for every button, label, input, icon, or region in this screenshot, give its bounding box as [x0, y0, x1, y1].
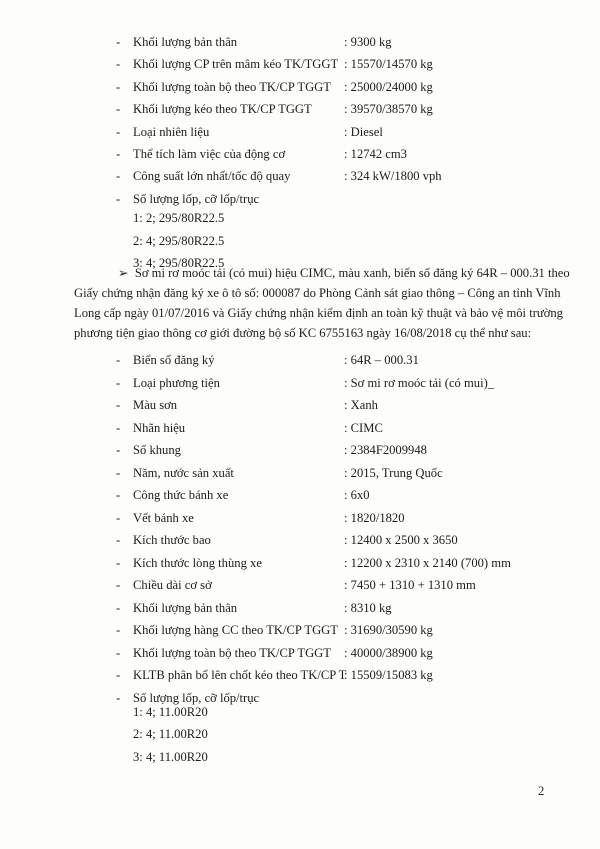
- spec-value: : 12200 x 2310 x 2140 (700) mm: [344, 555, 511, 570]
- spec-label: Số lượng lốp, cỡ lốp/trục: [133, 191, 260, 206]
- row-dash: -: [116, 443, 121, 457]
- spec-label: Chiều dài cơ sở: [133, 578, 212, 592]
- row-dash: -: [116, 510, 121, 525]
- row-dash: -: [116, 465, 121, 480]
- spec-value: : 2384F2009948: [344, 443, 427, 457]
- tire-spec-line: 1: 4; 11.00R20: [133, 705, 208, 719]
- tire-spec-line: 1: 2; 295/80R22.5: [133, 211, 225, 225]
- spec-value: : 40000/38900 kg: [344, 645, 433, 660]
- spec-value: : 15509/15083 kg: [344, 668, 433, 682]
- row-dash: -: [116, 375, 121, 390]
- spec-value: : Xanh: [344, 398, 378, 412]
- spec-label: Công thức bánh xe: [133, 488, 229, 502]
- spec-label: Công suất lớn nhất/tốc độ quay: [133, 169, 291, 184]
- paragraph-line-2: Giấy chứng nhận đăng ký xe ô tô số: 000087 do Phòng Cảnh sát giao thông – Công an tỉnh Vĩnh: [74, 286, 561, 300]
- row-dash: -: [116, 420, 121, 435]
- spec-value: : 6x0: [344, 488, 370, 502]
- tire-spec-line: 3: 4; 295/80R22.5: [133, 256, 225, 270]
- spec-label: KLTB phân bổ lên chốt kéo theo TK/CP T: [133, 668, 347, 682]
- row-dash: -: [116, 353, 121, 367]
- spec-label: Biển số đăng ký: [133, 353, 215, 367]
- tire-spec-line: 2: 4; 295/80R22.5: [133, 233, 225, 248]
- spec-label: Nhãn hiệu: [133, 420, 186, 435]
- spec-value: : 25000/24000 kg: [344, 79, 433, 94]
- spec-label: Khối lượng bản thân: [133, 600, 238, 615]
- row-dash: -: [116, 398, 121, 412]
- spec-label: Khối lượng CP trên mâm kéo TK/TGGT: [133, 57, 339, 72]
- spec-label: Năm, nước sản xuất: [133, 465, 234, 480]
- page-number: 2: [538, 784, 545, 798]
- trailer-description-paragraph: [74, 263, 570, 343]
- spec-label: Màu sơn: [133, 398, 178, 412]
- row-dash: -: [116, 124, 121, 139]
- spec-label: Khối lượng toàn bộ theo TK/CP TGGT: [133, 645, 331, 660]
- spec-value: : CIMC: [344, 420, 383, 435]
- spec-label: Loại nhiên liệu: [133, 124, 210, 139]
- spec-value: : 12742 cm3: [344, 147, 407, 161]
- row-dash: -: [116, 555, 121, 570]
- spec-value: : 7450 + 1310 + 1310 mm: [344, 578, 476, 592]
- row-dash: -: [116, 147, 121, 161]
- spec-label: Số khung: [133, 443, 181, 457]
- spec-value: : 8310 kg: [344, 600, 392, 615]
- row-dash: -: [116, 668, 121, 682]
- spec-value: : 9300 kg: [344, 35, 392, 49]
- tire-spec-line: 2: 4; 11.00R20: [133, 727, 208, 742]
- row-dash: -: [116, 191, 121, 206]
- row-dash: -: [116, 35, 121, 49]
- spec-value: : 31690/30590 kg: [344, 623, 433, 637]
- row-dash: -: [116, 690, 121, 705]
- spec-value: : 324 kW/1800 vph: [344, 169, 442, 184]
- tire-spec-line: 3: 4; 11.00R20: [133, 749, 208, 764]
- spec-value: : 12400 x 2500 x 3650: [344, 533, 458, 547]
- row-dash: -: [116, 102, 121, 117]
- spec-value: : Diesel: [344, 124, 383, 139]
- spec-label: Kích thước bao: [133, 533, 211, 547]
- arrow-bullet-icon: ➢: [118, 266, 129, 280]
- spec-value: : 2015, Trung Quốc: [344, 465, 443, 480]
- spec-label: Kích thước lòng thùng xe: [133, 555, 262, 570]
- paragraph-line-3: Long cấp ngày 01/07/2016 và Giấy chứng nhận kiểm định an toàn kỹ thuật và bảo vệ môi trường: [74, 306, 563, 320]
- row-dash: -: [116, 578, 121, 592]
- spec-value: : 15570/14570 kg: [344, 57, 433, 72]
- spec-label: Số lượng lốp, cỡ lốp/trục: [133, 690, 260, 705]
- spec-value: : Sơ mi rơ moóc tải (có mui)_: [344, 375, 495, 390]
- spec-value: : 39570/38570 kg: [344, 102, 433, 117]
- spec-label: Khối lượng bản thân: [133, 35, 238, 49]
- spec-value: : 64R – 000.31: [344, 353, 419, 367]
- paragraph-line-1: ➢ Sơ mi rơ moóc tải (có mui) hiệu CIMC, màu xanh, biển số đăng ký 64R – 000.31 theo: [118, 266, 570, 280]
- paragraph-line-4: phương tiện giao thông cơ giới đường bộ số KC 6755163 ngày 16/08/2018 cụ thể như sau:: [74, 326, 532, 340]
- row-dash: -: [116, 623, 121, 637]
- spec-label: Khối lượng hàng CC theo TK/CP TGGT: [133, 623, 338, 637]
- row-dash: -: [116, 79, 121, 94]
- spec-label: Thể tích làm việc của động cơ: [133, 147, 286, 161]
- row-dash: -: [116, 488, 121, 502]
- spec-label: Vết bánh xe: [133, 510, 194, 525]
- spec-label: Khối lượng kéo theo TK/CP TGGT: [133, 102, 312, 117]
- row-dash: -: [116, 533, 121, 547]
- row-dash: -: [116, 57, 121, 72]
- spec-label: Loại phương tiện: [133, 375, 220, 390]
- spec-label: Khối lượng toàn bộ theo TK/CP TGGT: [133, 79, 331, 94]
- row-dash: -: [116, 600, 121, 615]
- row-dash: -: [116, 645, 121, 660]
- spec-value: : 1820/1820: [344, 510, 405, 525]
- row-dash: -: [116, 169, 121, 184]
